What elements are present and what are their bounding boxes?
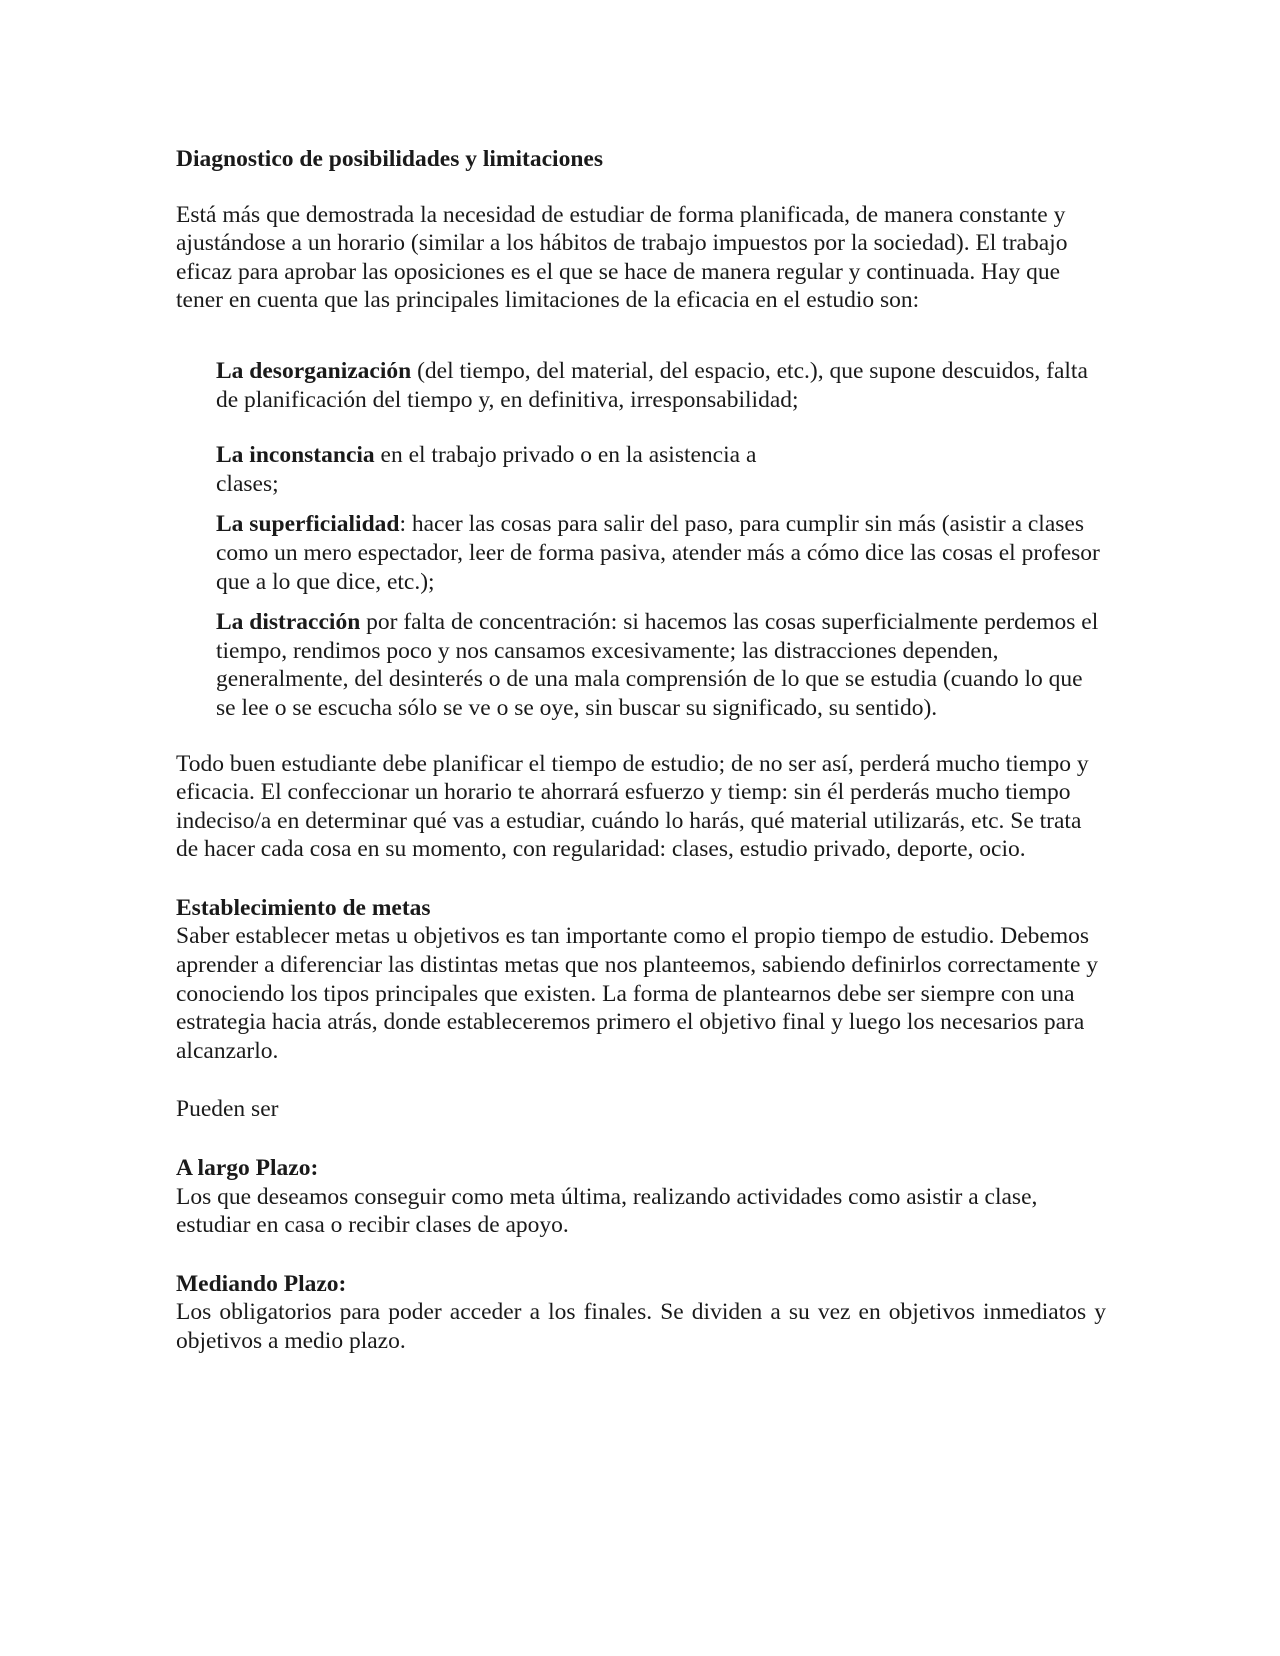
goals-paragraph: Saber establecer metas u objetivos es tan importante como el propio tiempo de estudio. Debemos aprender a diferenciar las distintas metas que nos planteemos, sabiendo definirlos correctamente y conociendo los tipos principales que existen. La forma de plantearnos debe ser siempre con una estrategia hacia atrás, donde estableceremos primero el objetivo final y luego los necesarios para alcanzarlo. xyxy=(176,923,1099,1064)
limitation-item xyxy=(216,357,1106,414)
intro-paragraph: Está más que demostrada la necesidad de estudiar de forma planificada, de manera constante y ajustándose a un horario (similar a los hábitos de trabajo impuestos por la sociedad). El trabajo eficaz para aprobar las oposiciones es el que se hace de manera regular y continuada. Hay que tener en cuenta que las principales limitaciones de la eficacia en el estudio son: xyxy=(176,201,1068,314)
goals-heading: Establecimiento de metas xyxy=(176,894,431,921)
medium-term-paragraph: Los obligatorios para poder acceder a los finales. Se dividen a su vez en objetivos inmediatos y objetivos a medio plazo. xyxy=(176,1299,1106,1354)
limitation-item xyxy=(216,510,1106,596)
limitation-term: La inconstancia xyxy=(216,442,375,469)
limitation-term: La desorganización xyxy=(216,357,412,384)
planning-paragraph: Todo buen estudiante debe planificar el tiempo de estudio; de no ser así, perderá mucho tiempo y eficacia. El confeccionar un horario te ahorrará esfuerzo y tiemp: sin él perderás mucho tiempo indeciso/a en determinar qué vas a estudiar, cuándo lo harás, qué material utilizarás, etc. Se trata de hacer cada cosa en su momento, con regularidad: clases, estudio privado, deporte, ocio. xyxy=(176,750,1089,863)
limitation-term: La distracción xyxy=(216,609,361,636)
limitation-text: por falta de concentración: si hacemos las cosas superficialmente perdemos el tiempo, rendimos poco y nos cansamos excesivamente; las distracciones dependen, generalmente, del desinterés o de una mala comprensión de lo que se estudia (cuando lo que se lee o se escucha sólo se ve o se oye, sin buscar su significado, su sentido). xyxy=(216,609,1099,721)
limitation-text: : hacer las cosas para salir del paso, para cumplir sin más (asistir a clases como un mero espectador, leer de forma pasiva, atender más a cómo dice las cosas el profesor que a lo que dice, etc.); xyxy=(216,511,1100,595)
goals-lead: Pueden ser xyxy=(176,1096,279,1123)
long-term-heading: A largo Plazo: xyxy=(176,1155,319,1182)
limitation-item xyxy=(216,441,816,498)
limitations-list xyxy=(216,357,1106,723)
document-title: Diagnostico de posibilidades y limitaciones xyxy=(176,146,603,172)
long-term-paragraph: Los que deseamos conseguir como meta última, realizando actividades como asistir a clase, estudiar en casa o recibir clases de apoyo. xyxy=(176,1183,1038,1239)
limitation-item xyxy=(216,608,1106,722)
document-page xyxy=(176,145,1106,1356)
limitation-term: La superficialidad xyxy=(216,511,400,538)
limitation-text: (del tiempo, del material, del espacio, etc.), que supone descuidos, falta de planificación del tiempo y, en definitiva, irresponsabilidad; xyxy=(216,357,1088,413)
medium-term-heading: Mediando Plazo: xyxy=(176,1270,347,1297)
limitation-text: en el trabajo privado o en la asistencia a clases; xyxy=(216,442,757,497)
